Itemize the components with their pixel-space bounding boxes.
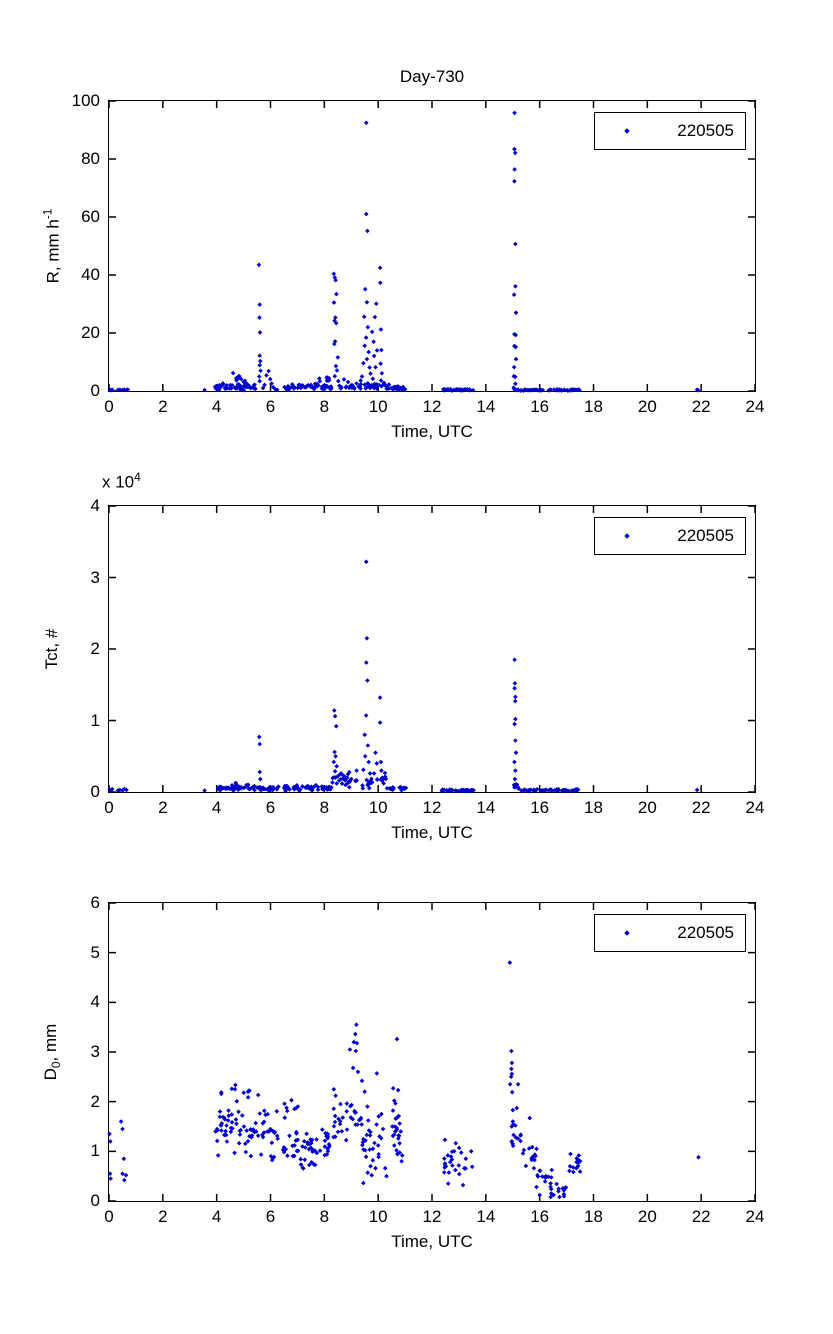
x-tick-label: 16 <box>530 397 550 416</box>
legend-entry-label: 220505 <box>677 121 734 140</box>
x-tick-label: 4 <box>211 1207 222 1226</box>
y-tick-label: 60 <box>81 207 100 226</box>
y-tick-label: 0 <box>90 1191 100 1210</box>
x-tick-label: 18 <box>584 798 603 817</box>
y-tick-label: 40 <box>81 265 100 284</box>
x-tick-label: 0 <box>104 1207 114 1226</box>
figure-title: Day-730 <box>399 67 465 86</box>
scatter-points <box>108 111 701 393</box>
x-tick-label: 24 <box>745 397 765 416</box>
x-tick-label: 0 <box>104 798 114 817</box>
y-tick-label: 20 <box>81 323 100 342</box>
x-tick-label: 10 <box>368 397 388 416</box>
x-tick-label: 12 <box>422 798 442 817</box>
x-tick-label: 22 <box>691 798 711 817</box>
legend-entry-label: 220505 <box>677 923 734 942</box>
y-axis-label: Tct, # <box>42 628 61 670</box>
y-tick-label: 1 <box>90 1141 100 1161</box>
x-axis-label: Time, UTC <box>391 422 473 441</box>
legend-marker-icon <box>621 125 633 137</box>
y-tick-label: 100 <box>71 91 100 110</box>
y-tick-label: 6 <box>90 893 100 912</box>
x-tick-label: 24 <box>745 1207 765 1226</box>
x-tick-label: 14 <box>476 1207 496 1226</box>
x-tick-label: 22 <box>691 397 711 416</box>
x-tick-label: 12 <box>422 397 442 416</box>
legend-marker-icon <box>621 927 633 939</box>
x-tick-label: 14 <box>476 798 496 817</box>
x-tick-label: 4 <box>211 798 222 817</box>
legend-marker-icon <box>621 530 633 542</box>
y-tick-label: 80 <box>81 149 100 168</box>
x-tick-label: 10 <box>368 798 388 817</box>
y-axis-multiplier: x $10^4$ <box>102 470 141 492</box>
y-tick-label: 5 <box>90 942 100 962</box>
y-axis-label: $D_0$, mm <box>40 1023 64 1081</box>
x-tick-label: 18 <box>584 397 603 416</box>
x-tick-label: 14 <box>476 397 496 416</box>
plot-area-median-diameter <box>90 893 765 1251</box>
legend <box>594 914 746 952</box>
legend-entry-label: 220505 <box>677 526 734 545</box>
x-tick-label: 6 <box>265 397 276 416</box>
x-tick-label: 16 <box>530 798 550 817</box>
x-tick-label: 2 <box>158 397 168 416</box>
legend <box>594 517 746 555</box>
y-tick-label: 2 <box>90 1091 100 1111</box>
y-tick-label: 3 <box>90 1042 100 1061</box>
plot-area-rain-rate <box>71 91 765 441</box>
x-tick-label: 12 <box>422 1207 442 1226</box>
y-tick-label: 4 <box>90 496 100 515</box>
x-tick-label: 6 <box>265 798 276 817</box>
legend <box>594 112 746 150</box>
y-tick-label: 4 <box>90 992 100 1012</box>
x-tick-label: 10 <box>368 1207 388 1226</box>
y-tick-label: 3 <box>90 567 100 587</box>
x-tick-label: 8 <box>319 1207 330 1226</box>
x-tick-label: 4 <box>211 397 222 416</box>
y-tick-label: 1 <box>90 710 100 730</box>
x-tick-label: 0 <box>104 397 114 416</box>
x-tick-label: 6 <box>265 1207 276 1226</box>
x-tick-label: 2 <box>158 798 168 817</box>
y-tick-label: 0 <box>90 782 100 801</box>
scatter-points <box>108 560 700 794</box>
x-axis-label: Time, UTC <box>391 1232 473 1251</box>
y-axis-label: R, mm $h^{-1}$ <box>40 208 63 284</box>
x-tick-label: 20 <box>637 1207 657 1226</box>
x-tick-label: 18 <box>584 1207 603 1226</box>
x-tick-label: 20 <box>637 397 657 416</box>
y-tick-label: 0 <box>90 381 100 400</box>
x-tick-label: 20 <box>637 798 657 817</box>
scatter-points <box>107 960 701 1199</box>
x-tick-label: 8 <box>319 798 330 817</box>
x-tick-label: 8 <box>319 397 330 416</box>
x-tick-label: 2 <box>158 1207 168 1226</box>
x-axis-label: Time, UTC <box>391 823 473 842</box>
x-tick-label: 22 <box>691 1207 711 1226</box>
y-tick-label: 2 <box>90 639 100 658</box>
plot-area-total-count <box>90 470 765 842</box>
x-tick-label: 24 <box>745 798 765 817</box>
x-tick-label: 16 <box>530 1207 550 1226</box>
